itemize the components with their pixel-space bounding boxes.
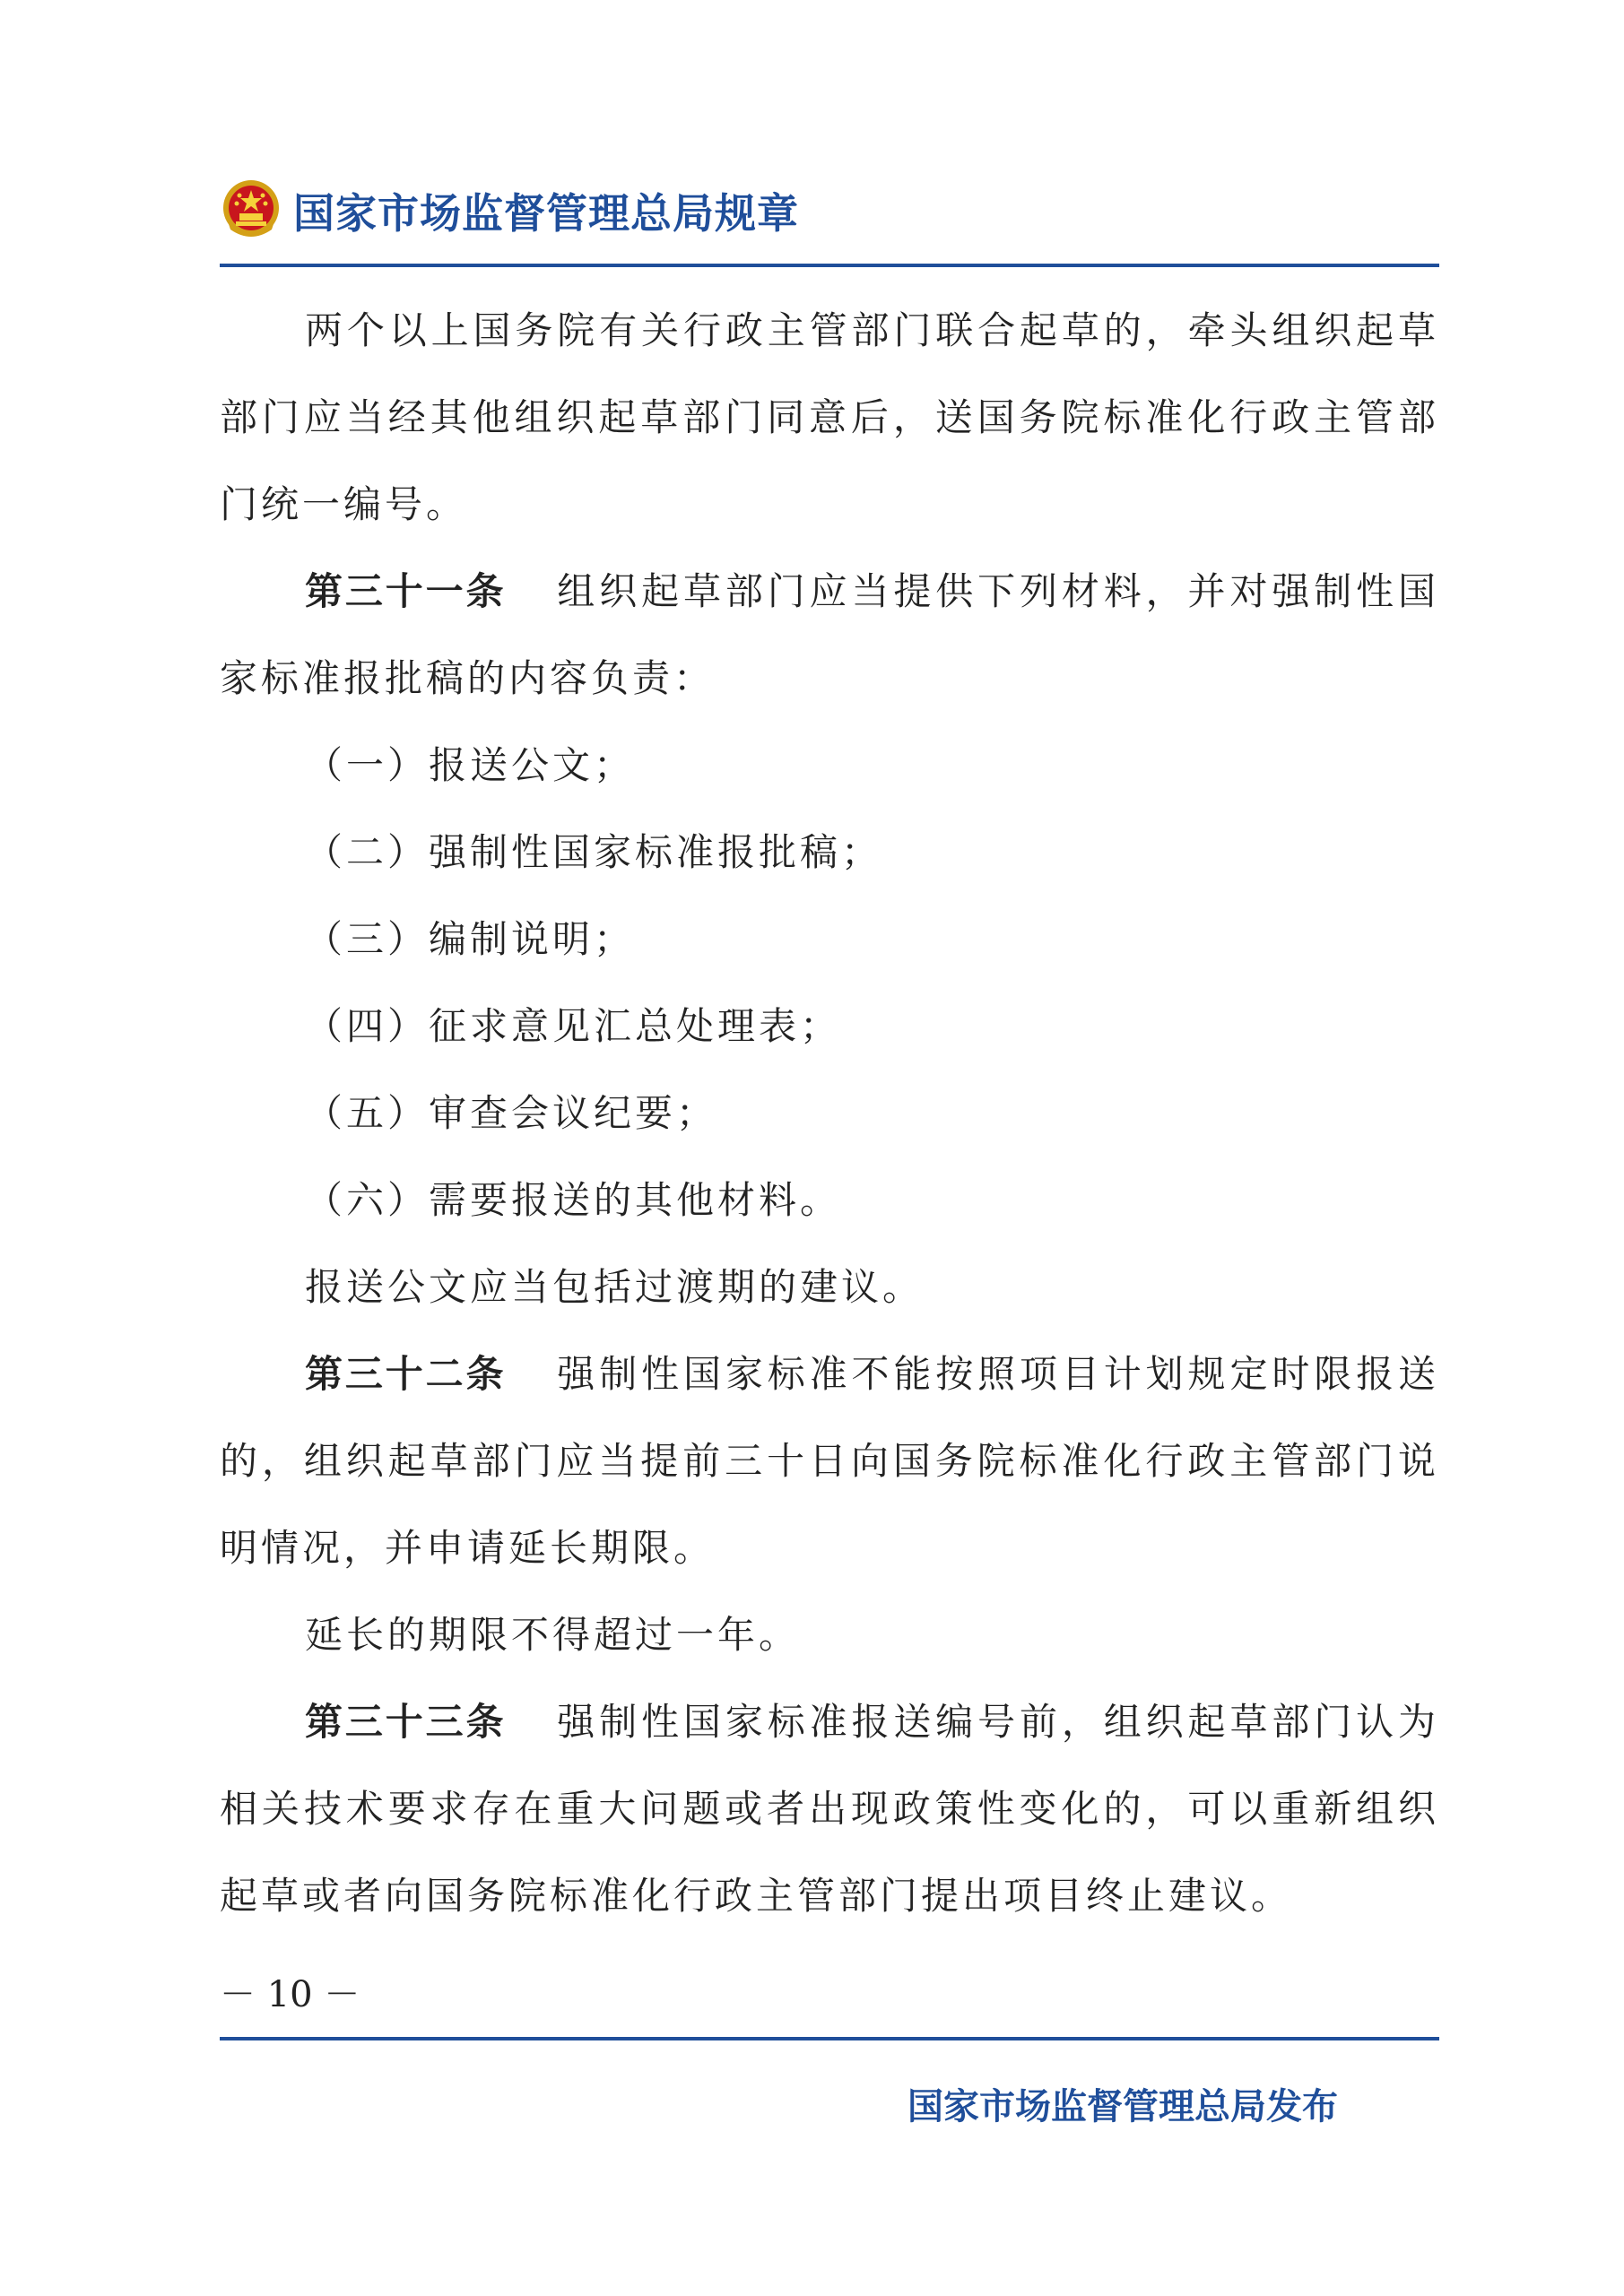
article-paragraph [220,1678,1439,1939]
header-divider [220,264,1439,267]
list-item: （一）报送公文； [305,743,636,787]
article-paragraph [220,1330,1439,1591]
document-body [220,287,1439,1939]
page-number: － 10 － [220,1974,360,2015]
list-item: （二）强制性国家标准报批稿； [305,830,883,874]
article-number: 第三十三条 [305,1700,507,1744]
paragraph: 两个以上国务院有关行政主管部门联合起草的，牵头组织起草部门应当经其他组织起草部门同意后，送国务院标准化行政主管部门统一编号。 [220,308,1439,526]
list-item: （五）审查会议纪要； [305,1091,718,1135]
paragraph: 报送公文应当包括过渡期的建议。 [305,1265,925,1309]
article-text: 强制性国家标准不能按照项目计划规定时限报送的，组织起草部门应当提前三十日向国务院标准化行政主管部门说明情况，并申请延长期限。 [220,1352,1439,1570]
footer-publisher: 国家市场监督管理总局发布 [908,2086,1338,2127]
list-item: （六）需要报送的其他材料。 [305,1178,842,1222]
header-title: 国家市场监督管理总局规章 [293,189,799,238]
footer-divider [220,2037,1439,2040]
list-item: （三）编制说明； [305,917,636,961]
article-text: 强制性国家标准报送编号前，组织起草部门认为相关技术要求存在重大问题或者出现政策性变化的，可以重新组织起草或者向国务院标准化行政主管部门提出项目终止建议。 [220,1700,1439,1918]
article-paragraph [220,548,1439,722]
paragraph: 延长的期限不得超过一年。 [305,1613,801,1657]
article-number: 第三十二条 [305,1352,507,1396]
page-header [220,178,1439,276]
article-number: 第三十一条 [305,569,507,613]
article-text: 组织起草部门应当提供下列材料，并对强制性国家标准报批稿的内容负责： [220,569,1439,700]
national-emblem-icon [220,178,282,240]
list-item: （四）征求意见汇总处理表； [305,1004,842,1048]
